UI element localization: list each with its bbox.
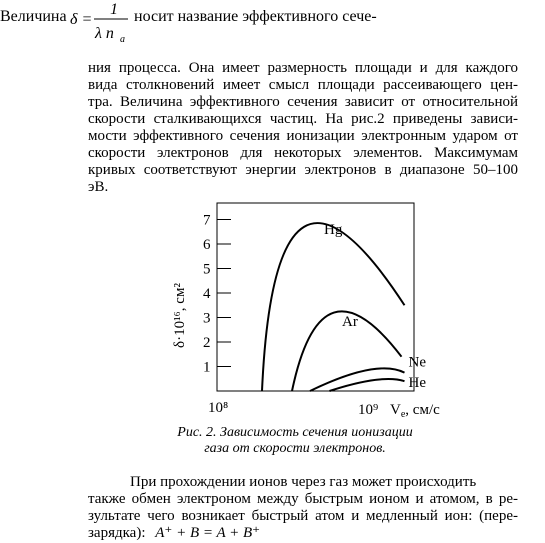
series-label-ar: Ar xyxy=(342,314,358,330)
para1-line: вида столкновений имеет смысл площади рассеивающего цен- xyxy=(88,77,518,93)
para1-line: скорости электронов для некоторых элементов. Максимумам xyxy=(88,145,518,161)
y-tick-label: 2 xyxy=(203,335,211,351)
sigma-formula-svg xyxy=(70,0,130,44)
para2-line: зультате чего возникает быстрый атом и медленный ион: (пере- xyxy=(88,508,518,524)
y-tick-label: 1 xyxy=(203,359,211,376)
y-tick-label: 3 xyxy=(203,310,211,327)
para2-line: также обмен электроном между быстрым ионом и атомом, в ре- xyxy=(88,491,518,507)
ionization-chart xyxy=(150,198,450,423)
para1-line: кривых соответствуют энергии электронов в диапазоне 50–100 xyxy=(88,162,518,178)
y-tick-label: 4 xyxy=(203,286,211,302)
sigma-formula xyxy=(70,0,130,49)
formula-subscript: a xyxy=(120,34,125,44)
y-tick-label: 5 xyxy=(203,261,211,278)
plot-frame xyxy=(217,203,414,391)
series-curve-he xyxy=(330,379,405,391)
figure-caption-line2: газа от скорости электронов. xyxy=(204,441,386,456)
para1-intro: Величина xyxy=(0,8,67,25)
series-label-hg: Hg xyxy=(324,222,343,238)
para1-rest: носит название эффективного сече- xyxy=(134,8,377,25)
formula-lhs: δ = xyxy=(70,11,93,28)
formula-line xyxy=(0,0,390,44)
charge-exchange-equation: A⁺ + B = A + B⁺ xyxy=(155,525,261,541)
y-tick-label: 7 xyxy=(203,212,211,229)
x-tick-label: 10⁹ xyxy=(358,402,379,418)
formula-denominator: λ n xyxy=(95,25,114,42)
y-tick-label: 6 xyxy=(203,237,211,253)
para1-line: ния процесса. Она имеет размерность площади и для каждого xyxy=(88,60,518,76)
para1-line: мости эффективного сечения ионизации электронным ударом от xyxy=(88,128,518,144)
para2-line4-start: зарядка): xyxy=(88,525,146,541)
para2-line4 xyxy=(88,525,260,542)
formula-numerator: 1 xyxy=(110,1,118,18)
series-label-ne: Ne xyxy=(408,354,426,371)
x-axis-label: $V_e$, см/с xyxy=(390,402,440,420)
y-axis-label: δ·10¹⁶, см² xyxy=(172,283,188,348)
para1-line: скорости сталкивающихся частиц. На рис.2 приведены зависи- xyxy=(88,111,518,127)
series-curve-hg xyxy=(262,223,405,391)
para1-last: эВ. xyxy=(88,179,109,195)
figure-caption-line1: Рис. 2. Зависимость сечения ионизации xyxy=(177,425,413,440)
para1-line: тра. Величина эффективного сечения зависит от относительной xyxy=(88,94,518,110)
x-tick-label: 10⁸ xyxy=(208,400,229,416)
series-label-he: He xyxy=(408,375,426,392)
para2-line: При прохождении ионов через газ может происходить xyxy=(130,474,477,490)
